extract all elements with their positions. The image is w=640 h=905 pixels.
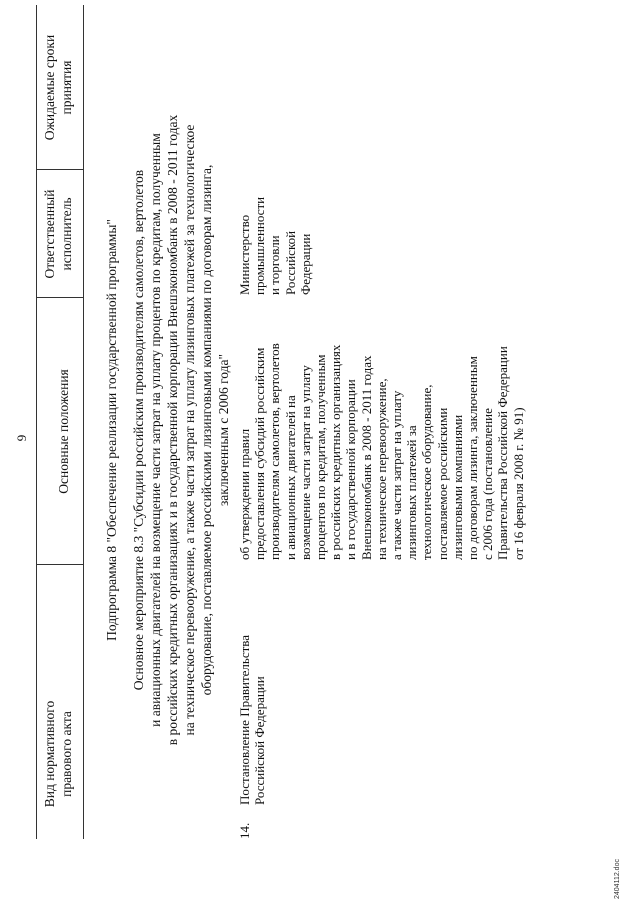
header-provisions: Основные положения: [56, 369, 71, 494]
measure-title: Основное мероприятие 8.3 "Субсидии российским производителям самолетов, вертолетов и авиационных двигателей на возмещение части затрат на уплату процентов по кредитам, полученным в российских кредитных организациях и в государственной корпорации Внешэкономбанк в 2008 - 2011 годах на техническое перевооружение, а также части затрат на уплату лизинговых платежей за технологическое оборудование, поставляемое российскими лизинговыми компаниями по договорам лизинга, заключенным с 2006 года": [131, 114, 231, 746]
subprogram-title: Подпрограмма 8 "Обеспечение реализации государственной программы": [104, 219, 119, 641]
table-header-border: [83, 5, 84, 839]
row-act-type: Постановление Правительства Российской Федерации: [237, 634, 268, 805]
page-number: 9: [14, 434, 29, 442]
header-act-type: Вид нормативного правового акта: [42, 700, 74, 808]
row-number: 14.: [237, 822, 252, 839]
header-executor: Ответственный исполнитель: [42, 189, 74, 279]
row-provisions: об утверждении правил предоставления субсидий российским производителям самолетов, вертолетов и авиационных двигателей на возмещение части затрат на уплату процентов по кредитам, полученным в российских кредитных организациях и в государственной корпорации Внешэкономбанк в 2008 - 2011 годах на техническое перевооружение, а также части затрат на уплату лизинговых платежей за технологическое оборудование, поставляемое российскими лизинговыми компаниями по договорам лизинга, заключенным с 2006 года (постановление Правительства Российской Федерации от 16 февраля 2008 г. № 91): [237, 343, 526, 560]
document-filename: 2404112.doc: [614, 859, 621, 899]
table-top-border: [36, 5, 37, 839]
header-deadline: Ожидаемые сроки принятия: [42, 34, 74, 141]
row-executor: Министерство промышленности и торговли Российской Федерации: [237, 196, 313, 295]
